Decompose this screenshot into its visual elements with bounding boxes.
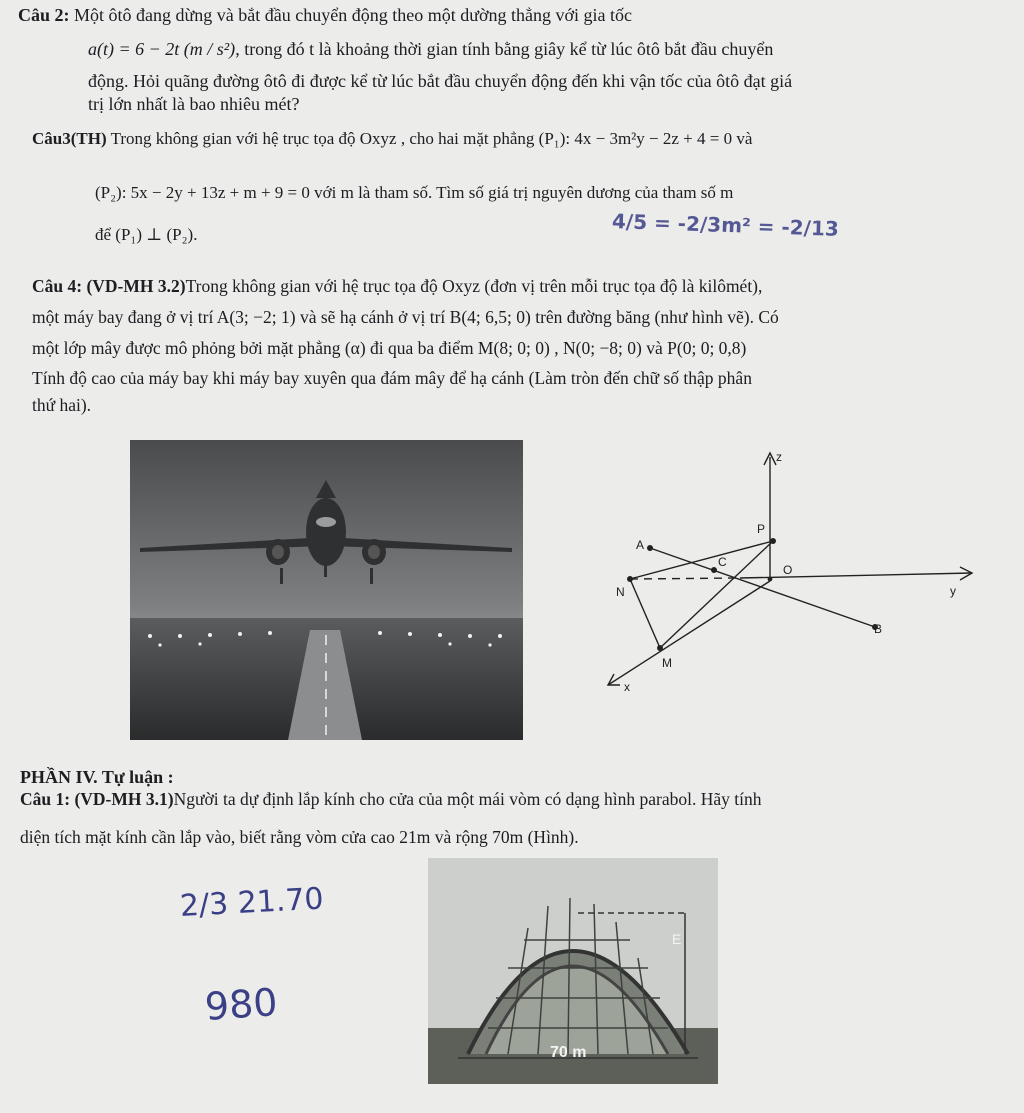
label-n: N [616,585,625,599]
negative-y-axis [630,578,740,579]
arch-width-label: 70 m [550,1044,587,1061]
point-c [711,567,717,573]
x-axis [608,581,770,685]
q4-line4: Tính độ cao của máy bay khi máy bay xuyên qua đám mây để hạ cánh (Làm tròn đến chữ số thập phân [32,368,752,388]
part4-q1-line2: diện tích mặt kính cần lắp vào, biết rằng vòm cửa cao 21m và rộng 70m (Hình). [20,827,579,847]
edge-mn [630,579,660,648]
coordinate-figure [590,445,990,700]
label-y: y [950,584,956,598]
label-c: C [718,555,727,569]
q2-line3: động. Hỏi quãng đường ôtô đi được kể từ lúc bắt đầu chuyển động đến khi vận tốc của ôtô đạt giá [88,71,793,91]
point-m [657,645,663,651]
acceleration-formula: a(t) = 6 − 2t (m / s²) [88,39,236,59]
label-b: B [874,622,883,636]
q2-line2: a(t) = 6 − 2t (m / s²), trong đó t là khoảng thời gian tính bằng giây kể từ lúc ôtô bắt đầu chuyển [88,39,774,59]
q3-line1: Câu3(TH) Trong không gian với hệ trục tọa độ Oxyz , cho hai mặt phẳng (P₁): 4x − 3m²y − 2z + 4 = 0 và [32,129,753,148]
q4-line2: một máy bay đang ở vị trí A(3; −2; 1) và sẽ hạ cánh ở vị trí B(4; 6,5; 0) trên đường băng (như hình vẽ). Có [32,307,779,327]
q2-line4: trị lớn nhất là bao nhiêu mét? [88,94,300,114]
q4-line5: thứ hai). [32,395,92,415]
handwritten-answer: 980 [203,979,279,1029]
y-axis [740,573,972,578]
q2-line1: Câu 2: Một ôtô đang dừng và bắt đầu chuyển động theo một dường thẳng với gia tốc [18,5,632,25]
point-p [770,538,776,544]
label-z: z [776,450,782,464]
arch-photo-image [428,858,718,1084]
arch-photo [428,858,718,1084]
label-m: M [662,656,672,670]
point-o [768,577,773,582]
flight-path [650,548,875,627]
label-x: x [624,680,630,694]
q4-line1: Câu 4: (VD-MH 3.2)Trong không gian với hệ trục tọa độ Oxyz (đơn vị trên mỗi trục tọa độ là kilômét), [32,276,763,296]
q3-line3: để (P₁) ⊥ (P₂). [95,225,198,244]
q4-line3: một lớp mây được mô phỏng bởi mặt phẳng (α) đi qua ba điểm M(8; 0; 0) , N(0; −8; 0) và P(0; 0; 0,8) [32,338,747,358]
arch-height-label: E [672,931,682,947]
part4-heading: PHẦN IV. Tự luận : [20,767,174,787]
point-a [647,545,653,551]
handwritten-formula: 2/3 21.70 [179,881,325,924]
label-p: P [757,522,766,536]
label-a: A [636,538,645,552]
label-o: O [783,563,793,577]
q3-handwritten-work: 4/5 = -2/3m² = -2/13 [611,209,840,241]
point-n [627,576,633,582]
part4-q1-line1: Câu 1: (VD-MH 3.1)Người ta dự định lắp kính cho cửa của một mái vòm có dạng hình parabol. Hãy tính [20,789,762,809]
q3-line2: (P₂): 5x − 2y + 13z + m + 9 = 0 với m là tham số. Tìm số giá trị nguyên dương của tham số m [95,183,734,202]
airplane-landing-photo [130,440,523,740]
airplane-photo-image [130,440,523,740]
